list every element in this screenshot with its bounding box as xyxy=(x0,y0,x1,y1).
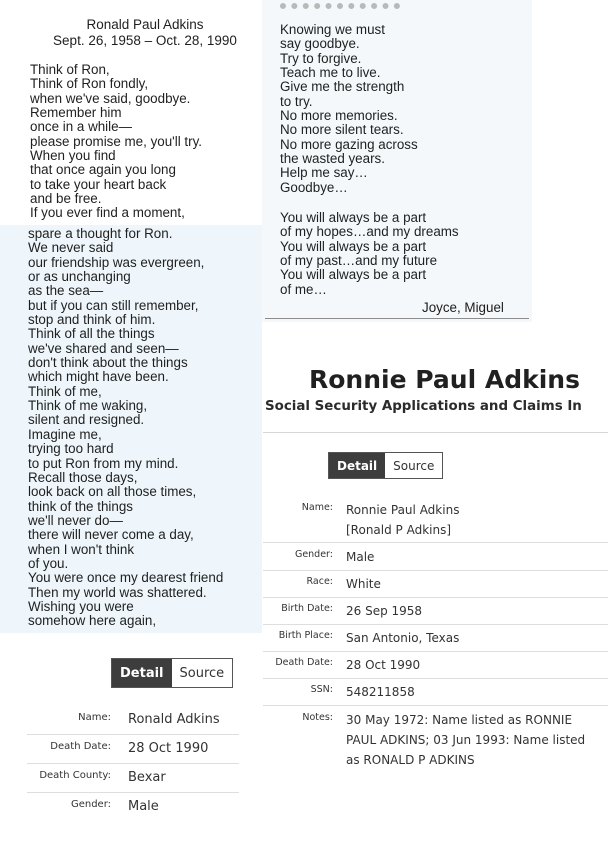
divider xyxy=(263,597,608,598)
field-gender xyxy=(263,547,374,567)
divider xyxy=(27,792,239,793)
divider xyxy=(27,763,239,764)
field-label: Gender: xyxy=(70,799,111,810)
field-value xyxy=(346,500,459,540)
field-value: 548211858 xyxy=(346,685,415,699)
record-tabs xyxy=(328,452,443,479)
field-value: San Antonio, Texas xyxy=(346,631,460,645)
cut-off-line xyxy=(280,3,400,15)
notes-line: as RONALD P ADKINS xyxy=(346,753,475,767)
field-label: SSN: xyxy=(310,684,333,695)
field-label: Race: xyxy=(306,576,333,587)
field-value: 26 Sep 1958 xyxy=(346,604,423,618)
poem-header-name: Ronald Paul Adkins xyxy=(86,17,204,32)
field-value: Bexar xyxy=(128,770,166,785)
field-label: Gender: xyxy=(294,549,333,560)
name-value: Ronnie Paul Adkins xyxy=(346,503,460,517)
poem-header-dates: Sept. 26, 1958 – Oct. 28, 1990 xyxy=(53,33,237,48)
field-death-date xyxy=(263,655,420,675)
field-label: Death Date: xyxy=(275,657,333,668)
poem-signature: Joyce, Miguel xyxy=(422,300,504,315)
death-record-panel xyxy=(27,655,257,850)
divider xyxy=(263,432,608,433)
tab-source[interactable]: Source xyxy=(172,659,233,687)
field-value: 28 Oct 1990 xyxy=(346,658,421,672)
tab-detail[interactable]: Detail xyxy=(329,453,385,478)
record-tabs xyxy=(111,658,233,688)
divider xyxy=(263,705,608,706)
field-label: Birth Date: xyxy=(281,603,333,614)
poem-right-bottom-text: You will always be a part of my hopes…and my dreams You will always be a part of my past…and my future You will always be a part of me… xyxy=(280,210,459,297)
field-death-county xyxy=(27,768,166,788)
field-label: Birth Place: xyxy=(278,630,333,641)
divider xyxy=(263,651,608,652)
field-label: Name: xyxy=(301,502,333,513)
ssa-record-panel xyxy=(263,352,608,850)
field-name xyxy=(263,500,459,540)
field-race xyxy=(263,574,381,594)
field-value: Ronald Adkins xyxy=(128,712,220,727)
field-value: White xyxy=(346,577,381,591)
field-value xyxy=(346,710,585,770)
poem-right-top-text: Knowing we must say goodbye. Try to forgive. Teach me to live. Give me the strength to try. No more memories. No more silent tears. No more gazing across the wasted years. Help me say… Goodbye… xyxy=(280,22,418,195)
field-label: Notes: xyxy=(302,712,333,723)
field-ssn xyxy=(263,682,415,702)
name-alt-value: [Ronald P Adkins] xyxy=(346,523,452,537)
tab-detail[interactable]: Detail xyxy=(112,659,172,687)
divider xyxy=(27,734,239,735)
notes-line: 30 May 1972: Name listed as RONNIE xyxy=(346,713,573,727)
field-death-date xyxy=(27,739,208,759)
poem-clipping-right xyxy=(262,0,532,322)
field-value: 28 Oct 1990 xyxy=(128,741,209,756)
poem-left-bottom-text: spare a thought for Ron. We never said our friendship was evergreen, or as unchanging as the sea— but if you can still remember, stop and think of him. Think of all the things we've shared and seen— don't think about the things which might have been. Think of me, Think of me waking, silent and resigned. Imagine me, trying too hard to put Ron from my mind. Recall those days, look back on all those times, think of the things we'll never do— there will never come a day, when I won't think of you. You were once my dearest friend Then my world was shattered. Wishing you were somehow here again, xyxy=(28,226,224,629)
field-name xyxy=(27,710,220,730)
divider xyxy=(263,542,608,543)
field-birth-date xyxy=(263,601,422,621)
divider xyxy=(263,570,608,571)
divider xyxy=(263,678,608,679)
signature-rule xyxy=(265,318,529,319)
record-subtitle: Social Security Applications and Claims In xyxy=(265,399,582,414)
field-label: Death Date: xyxy=(50,741,111,752)
poem-clipping-left xyxy=(0,0,262,640)
field-value: Male xyxy=(128,799,159,814)
field-value: Male xyxy=(346,550,375,564)
field-label: Name: xyxy=(78,712,111,723)
divider xyxy=(263,624,608,625)
poem-left-top-text: Think of Ron, Think of Ron fondly, when we've said, goodbye. Remember him once in a while— please promise me, you'll try. When you find that once again you long to take your heart back and be free. If you ever find a moment, xyxy=(30,62,202,221)
notes-line: PAUL ADKINS; 03 Jun 1993: Name listed xyxy=(346,733,586,747)
tab-source[interactable]: Source xyxy=(385,453,442,478)
field-label: Death County: xyxy=(39,770,111,781)
field-birth-place xyxy=(263,628,459,648)
field-gender xyxy=(27,797,159,817)
field-notes xyxy=(263,710,585,770)
record-title: Ronnie Paul Adkins xyxy=(309,365,580,394)
